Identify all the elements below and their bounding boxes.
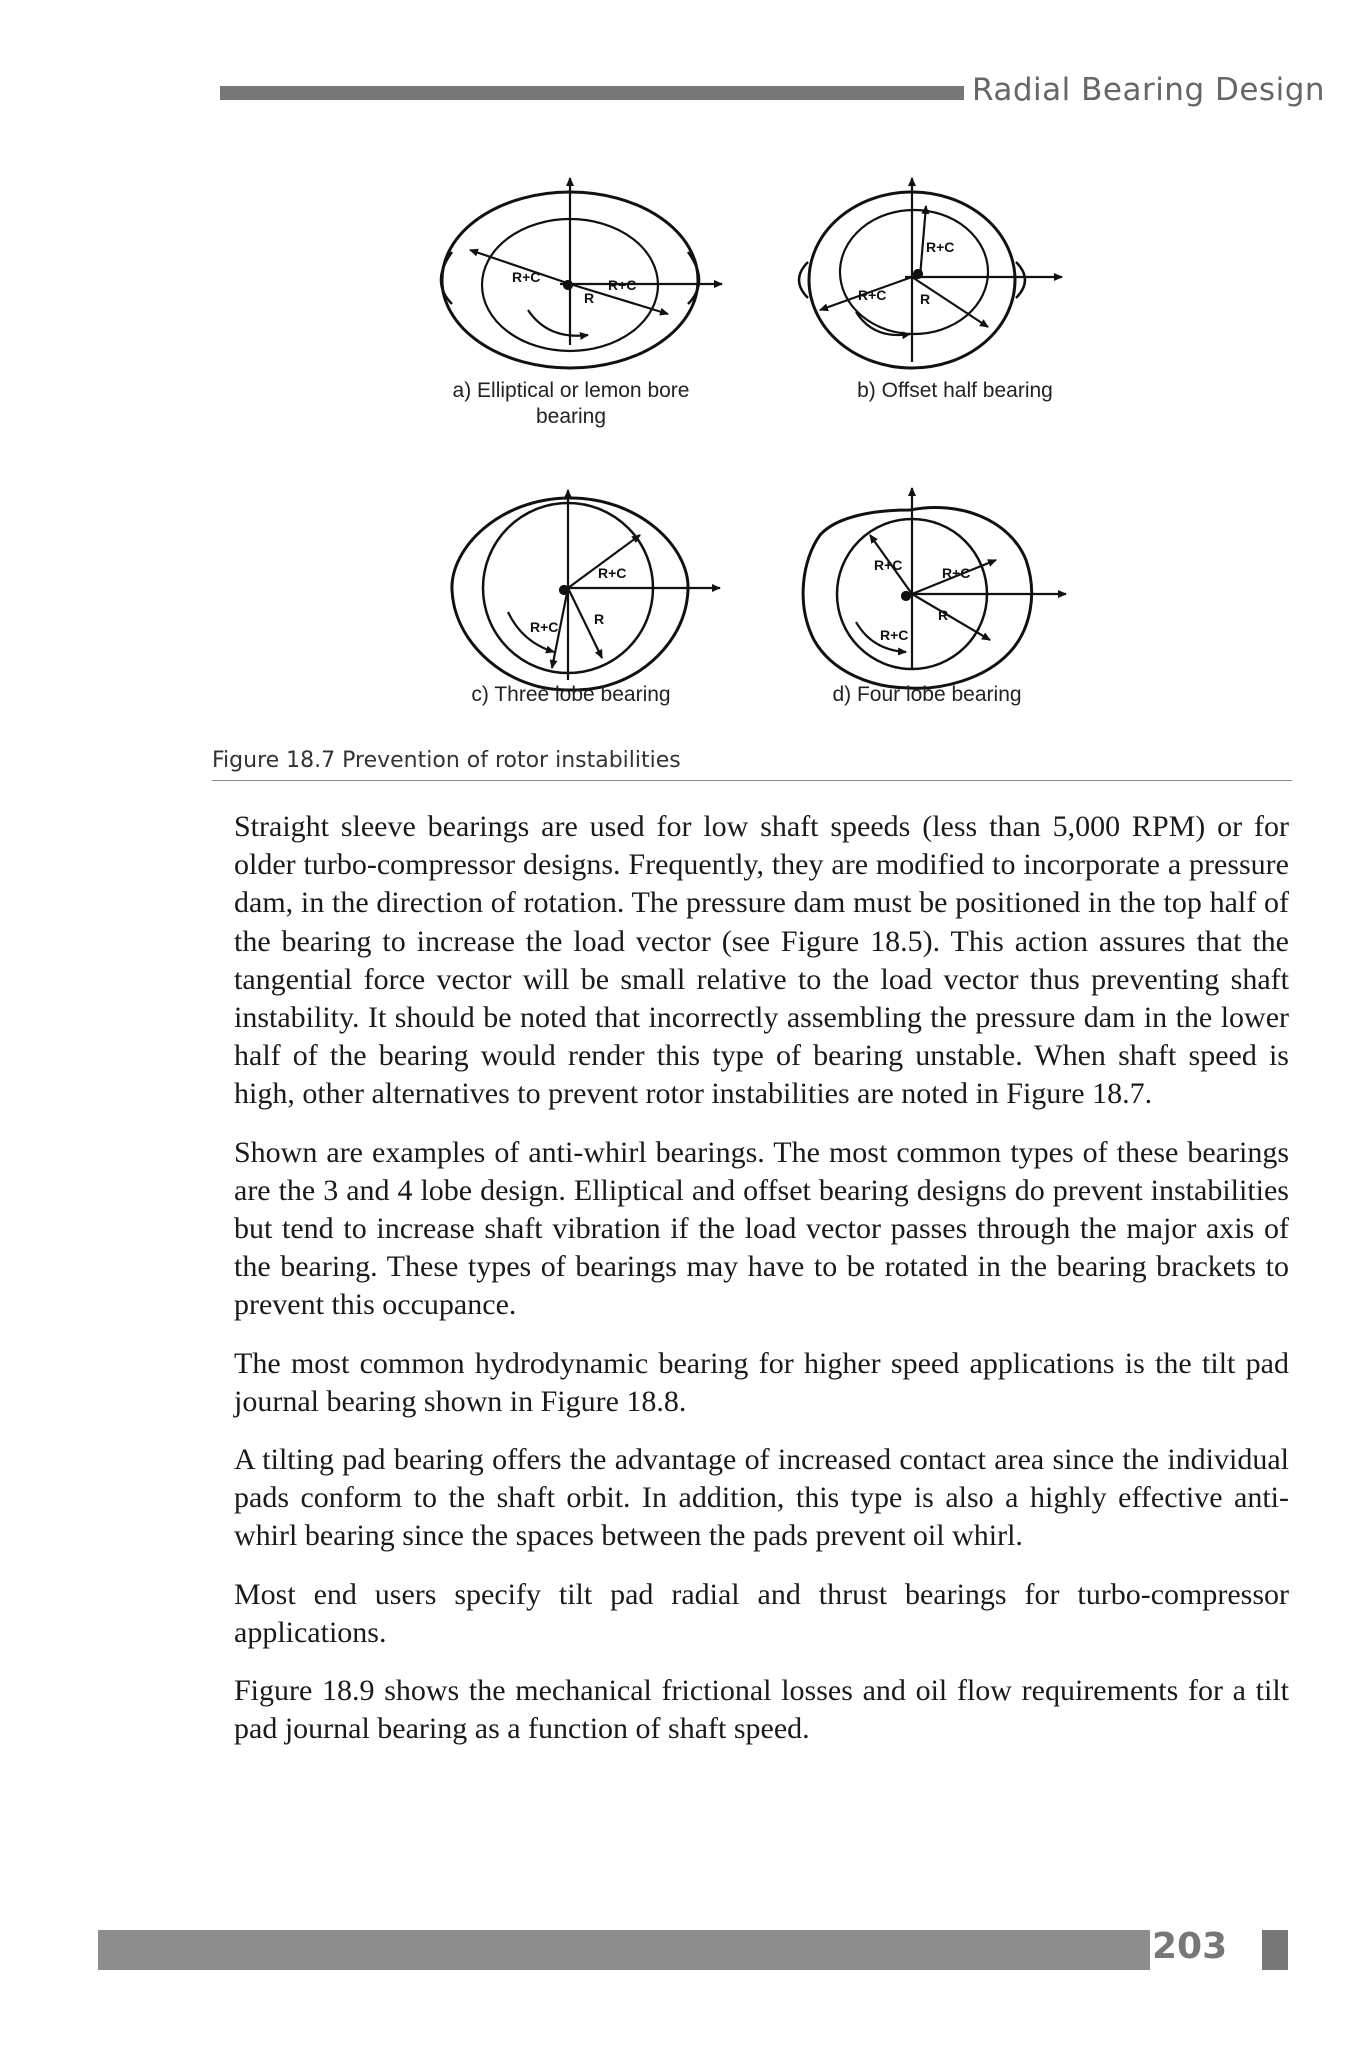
panel-c-mark-2: R+C	[530, 619, 559, 635]
panel-b-mark-2: R+C	[858, 287, 887, 303]
panel-d-mark-4: R	[938, 607, 949, 623]
panel-a-mark-1: R+C	[512, 269, 541, 285]
figure-caption: Figure 18.7 Prevention of rotor instabilities	[212, 748, 681, 773]
panel-a-mark-3: R+C	[608, 277, 637, 293]
panel-b-mark-1: R+C	[926, 239, 955, 255]
caption-divider	[212, 780, 1292, 781]
paragraph-1: Straight sleeve bearings are used for low shaft speeds (less than 5,000 RPM) or for older turbo-compressor designs. Frequently, they are modified to incorporate a pressure dam, in the direction of rotation. The pressure dam must be positioned in the top half of the bearing to increase the load vector (see Figure 18.5). This action assures that the tangential force vector will be small relative to the load vector thus preventing shaft instability. It should be noted that incorrectly assembling the pressure dam in the lower half of the bearing would render this type of bearing unstable. When shaft speed is high, other alternatives to prevent rotor instabilities are noted in Figure 18.7.	[234, 810, 1289, 1111]
panel-a-label: a) Elliptical or lemon bore bearing	[452, 379, 690, 428]
panel-b-label: b) Offset half bearing	[857, 379, 1053, 402]
body-text	[234, 808, 1289, 1768]
panel-a-elliptical-bearing	[441, 178, 722, 368]
panel-c-mark-3: R	[594, 611, 605, 627]
footer-bar	[98, 1930, 1150, 1970]
paragraph-2: Shown are examples of anti-whirl bearings. The most common types of these bearings are the 3 and 4 lobe design. Elliptical and offset bearing designs do prevent instabilities but tend to increase shaft vibration if the load vector passes through the major axis of the bearing. These types of bearings may have to be rotated in the bearing brackets to prevent this occupance.	[234, 1135, 1289, 1322]
panel-d-mark-2: R+C	[942, 565, 971, 581]
panel-c-mark-1: R+C	[598, 565, 627, 581]
panel-b-mark-3: R	[920, 291, 931, 307]
panel-d-label: d) Four lobe bearing	[832, 683, 1022, 706]
panel-c-label: c) Three lobe bearing	[471, 683, 671, 706]
panel-b-offset-half-bearing	[799, 178, 1062, 368]
page-number: 203	[1152, 1926, 1228, 1967]
running-header-title: Radial Bearing Design	[972, 72, 1326, 108]
paragraph-3: The most common hydrodynamic bearing for higher speed applications is the tilt pad journal bearing shown in Figure 18.8.	[234, 1346, 1289, 1418]
panel-c-three-lobe-bearing	[452, 490, 720, 690]
paragraph-4: A tilting pad bearing offers the advantage of increased contact area since the individual pads conform to the shaft orbit. In addition, this type is also a highly effective anti-whirl bearing since the spaces between the pads prevent oil whirl.	[234, 1443, 1289, 1553]
panel-a-mark-2: R	[584, 290, 595, 306]
footer-square	[1262, 1930, 1288, 1970]
paragraph-5: Most end users specify tilt pad radial and thrust bearings for turbo-compressor applications.	[234, 1577, 1289, 1649]
paragraph-6: Figure 18.9 shows the mechanical frictional losses and oil flow requirements for a tilt pad journal bearing as a function of shaft speed.	[234, 1674, 1289, 1746]
panel-d-mark-1: R+C	[874, 557, 903, 573]
panel-d-mark-3: R+C	[880, 627, 909, 643]
panel-d-four-lobe-bearing	[803, 488, 1066, 688]
